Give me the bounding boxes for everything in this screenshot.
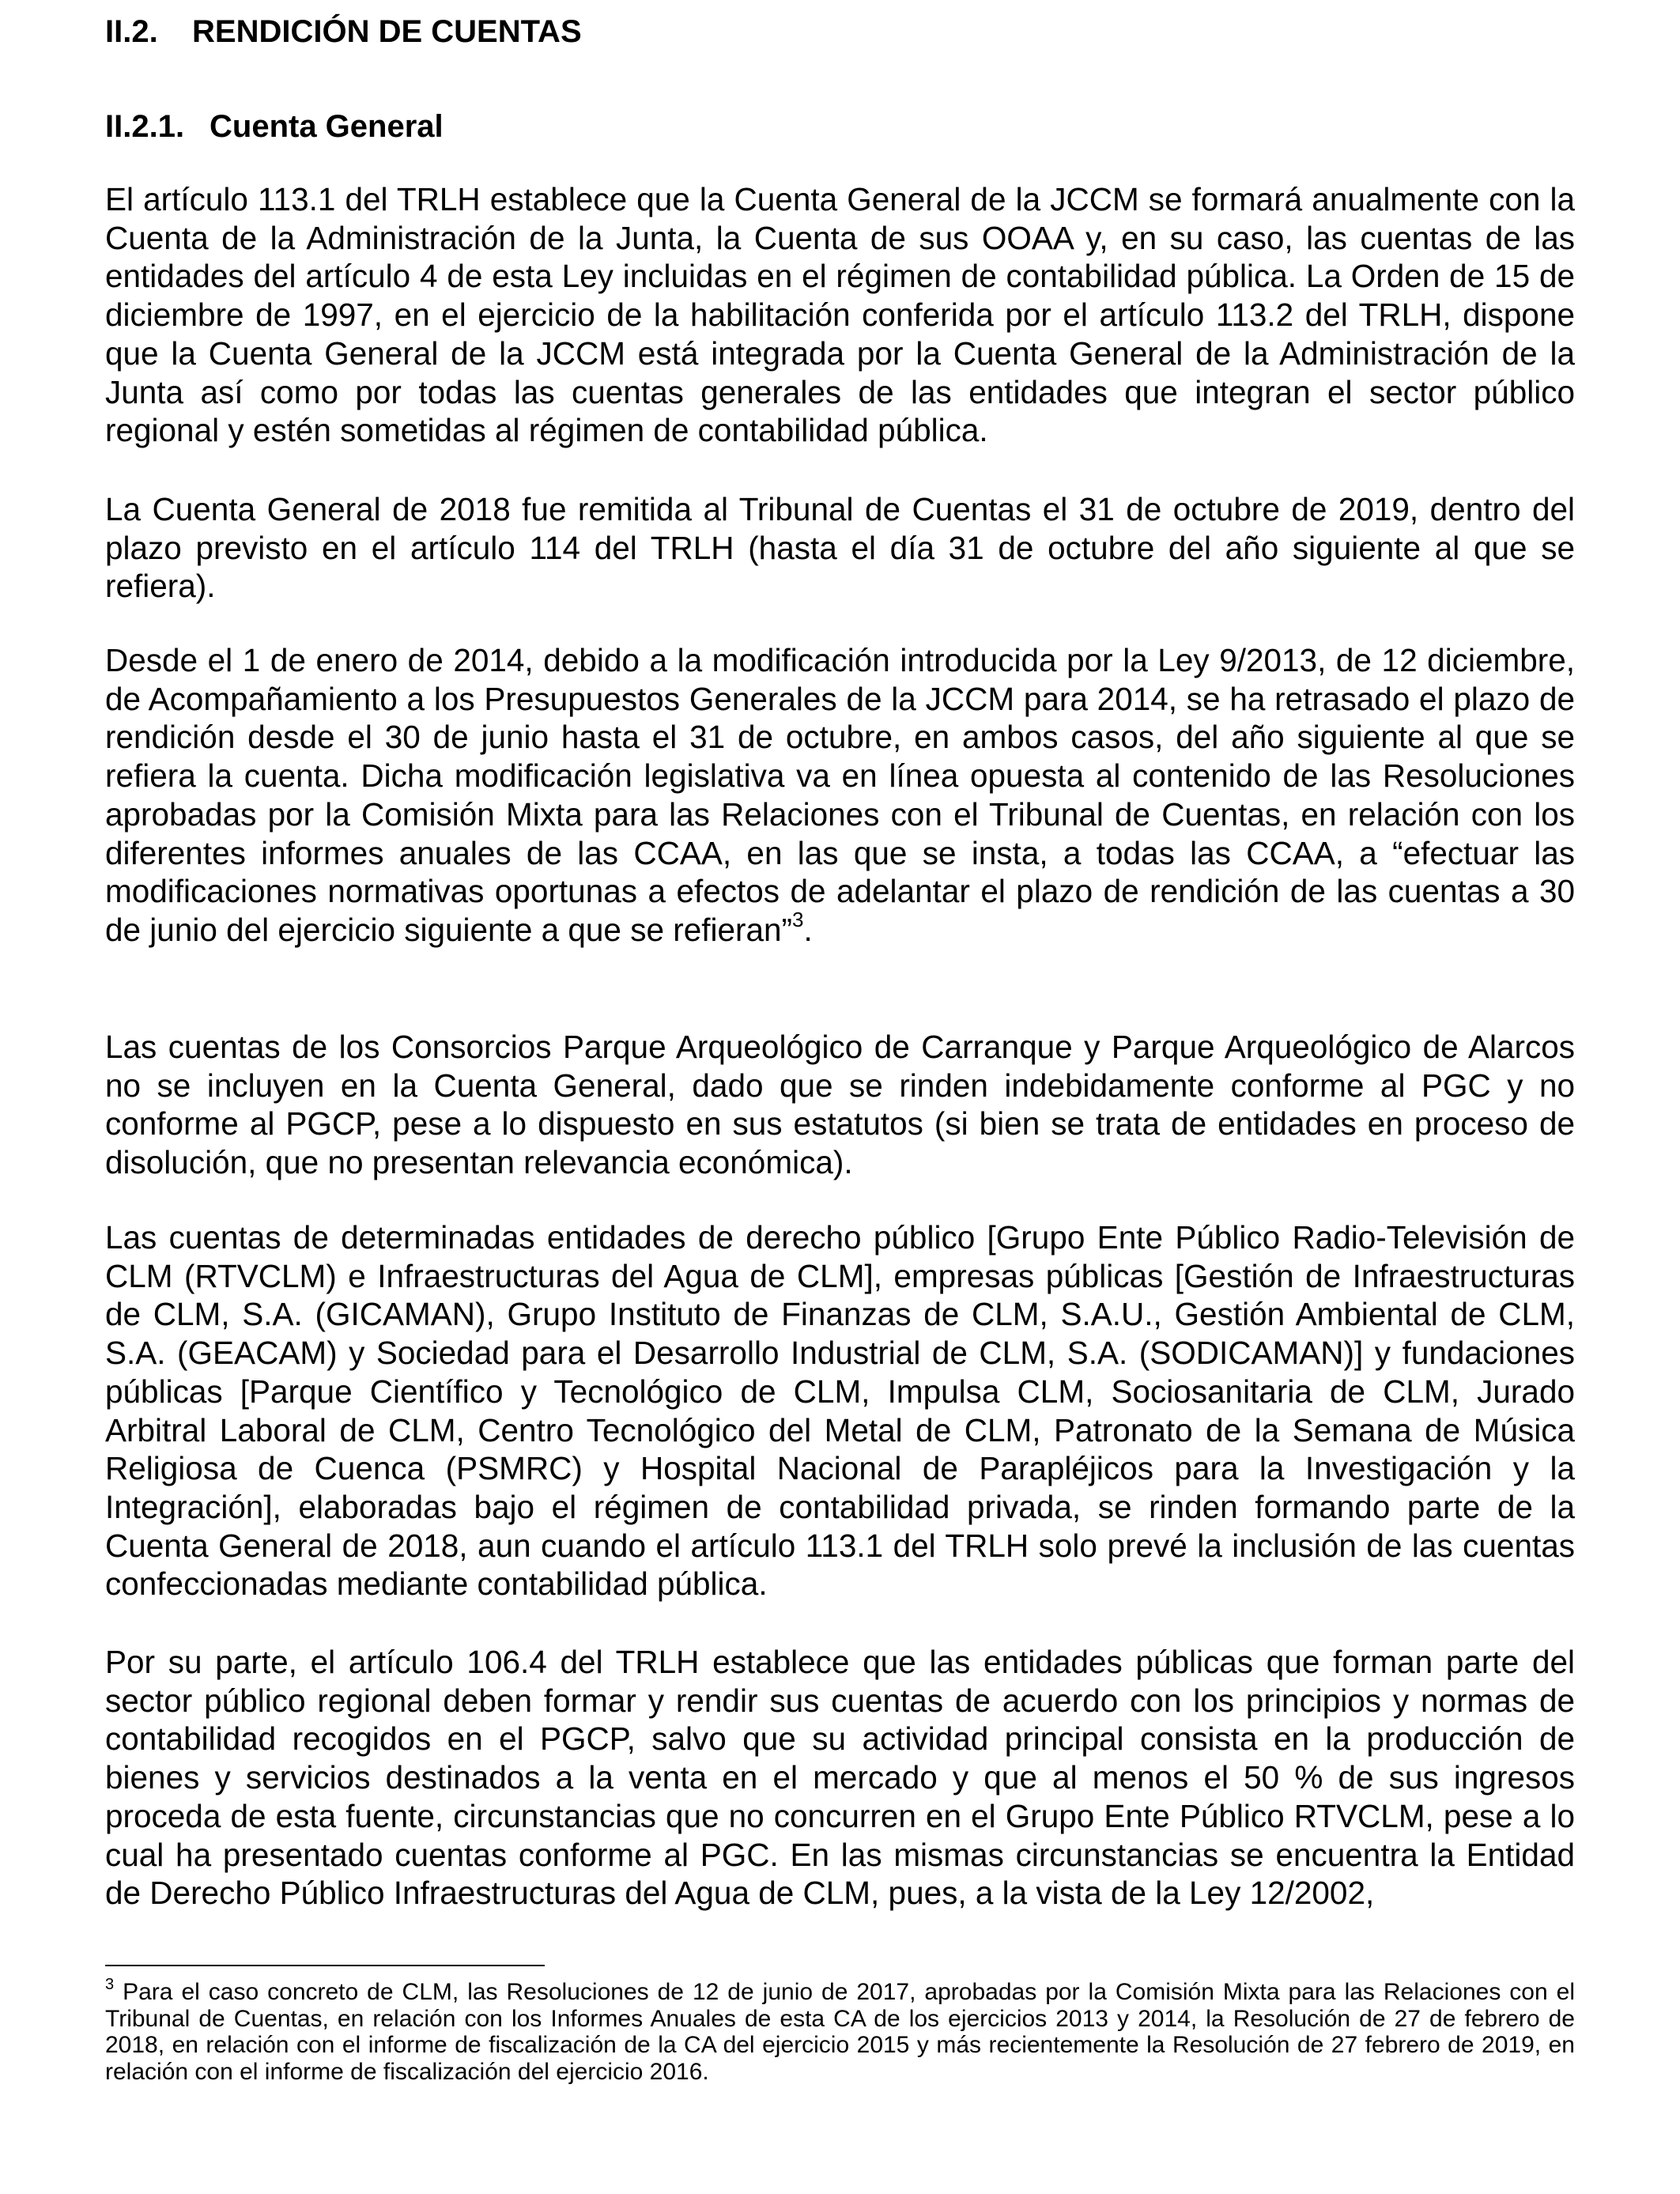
footnote-reference[interactable]: 3	[792, 908, 804, 932]
section-title: RENDICIÓN DE CUENTAS	[192, 14, 582, 49]
paragraph-3	[105, 641, 1575, 950]
footnote-text: Para el caso concreto de CLM, las Resoluciones de 12 de junio de 2017, aprobadas por la Comisión Mixta para las Relaciones con el Tribunal de Cuentas, en relación con los Informes Anuales de esta CA de los ejercicios 2013 y 2014, la Resolución de 27 de febrero de 2018, en relación con el informe de fiscalización de la CA del ejercicio 2015 y más recientemente la Resolución de 27 febrero de 2019, en relación con el informe de fiscalización del ejercicio 2016.	[105, 1979, 1575, 2085]
paragraph-3-text: Desde el 1 de enero de 2014, debido a la modificación introducida por la Ley 9/2013, de 12 diciembre, de Acompañamiento a los Presupuestos Generales de la JCCM para 2014, se ha retrasado el plazo de rendición desde el 30 de junio hasta el 31 de octubre, en ambos casos, del año siguiente al que se refiera la cuenta. Dicha modificación legislativa va en línea opuesta al contenido de las Resoluciones aprobadas por la Comisión Mixta para las Relaciones con el Tribunal de Cuentas, en relación con los diferentes informes anuales de las CCAA, en las que se insta, a todas las CCAA, a “efectuar las modificaciones normativas oportunas a efectos de adelantar el plazo de rendición de las cuentas a 30 de junio del ejercicio siguiente a que se refieran”	[105, 642, 1575, 948]
paragraph-5: Las cuentas de determinadas entidades de derecho público [Grupo Ente Público Radio-Televisión de CLM (RTVCLM) e Infraestructuras del Agua de CLM], empresas públicas [Gestión de Infraestructuras de CLM, S.A. (GICAMAN), Grupo Instituto de Finanzas de CLM, S.A.U., Gestión Ambiental de CLM, S.A. (GEACAM) y Sociedad para el Desarrollo Industrial de CLM, S.A. (SODICAMAN)] y fundaciones públicas [Parque Científico y Tecnológico de CLM, Impulsa CLM, Sociosanitaria de CLM, Jurado Arbitral Laboral de CLM, Centro Tecnológico del Metal de CLM, Patronato de la Semana de Música Religiosa de Cuenca (PSMRC) y Hospital Nacional de Parapléjicos para la Investigación y la Integración], elaboradas bajo el régimen de contabilidad privada, se rinden formando parte de la Cuenta General de 2018, aun cuando el artículo 113.1 del TRLH solo prevé la inclusión de las cuentas confeccionadas mediante contabilidad pública.	[105, 1219, 1575, 1603]
section-number: II.2.	[105, 14, 158, 49]
section-heading	[105, 14, 582, 50]
subsection-title: Cuenta General	[210, 109, 444, 144]
paragraph-4: Las cuentas de los Consorcios Parque Arqueológico de Carranque y Parque Arqueológico de Alarcos no se incluyen en la Cuenta General, dado que se rinden indebidamente conforme al PGC y no conforme al PGCP, pese a lo dispuesto en sus estatutos (si bien se trata de entidades en proceso de disolución, que no presentan relevancia económica).	[105, 1029, 1575, 1181]
subsection-heading	[105, 109, 444, 145]
subsection-number: II.2.1.	[105, 109, 185, 144]
paragraph-6: Por su parte, el artículo 106.4 del TRLH establece que las entidades públicas que forman parte del sector público regional deben formar y rendir sus cuentas de acuerdo con los principios y normas de contabilidad recogidos en el PGCP, salvo que su actividad principal consista en la producción de bienes y servicios destinados a la venta en el mercado y que al menos el 50 % de sus ingresos proceda de esta fuente, circunstancias que no concurren en el Grupo Ente Público RTVCLM, pese a lo cual ha presentado cuentas conforme al PGC. En las mismas circunstancias se encuentra la Entidad de Derecho Público Infraestructuras del Agua de CLM, pues, a la vista de la Ley 12/2002,	[105, 1644, 1575, 1912]
paragraph-3-end: .	[803, 911, 813, 948]
footnote-marker: 3	[105, 1976, 115, 1993]
footnote-separator	[105, 1965, 545, 1966]
paragraph-2: La Cuenta General de 2018 fue remitida al Tribunal de Cuentas el 31 de octubre de 2019, dentro del plazo previsto en el artículo 114 del TRLH (hasta el día 31 de octubre del año siguiente al que se refiera).	[105, 491, 1575, 605]
paragraph-1: El artículo 113.1 del TRLH establece que la Cuenta General de la JCCM se formará anualmente con la Cuenta de la Administración de la Junta, la Cuenta de sus OOAA y, en su caso, las cuentas de las entidades del artículo 4 de esta Ley incluidas en el régimen de contabilidad pública. La Orden de 15 de diciembre de 1997, en el ejercicio de la habilitación conferida por el artículo 113.2 del TRLH, dispone que la Cuenta General de la JCCM está integrada por la Cuenta General de la Administración de la Junta así como por todas las cuentas generales de las entidades que integran el sector público regional y estén sometidas al régimen de contabilidad pública.	[105, 181, 1575, 449]
footnote	[105, 1976, 1575, 2085]
